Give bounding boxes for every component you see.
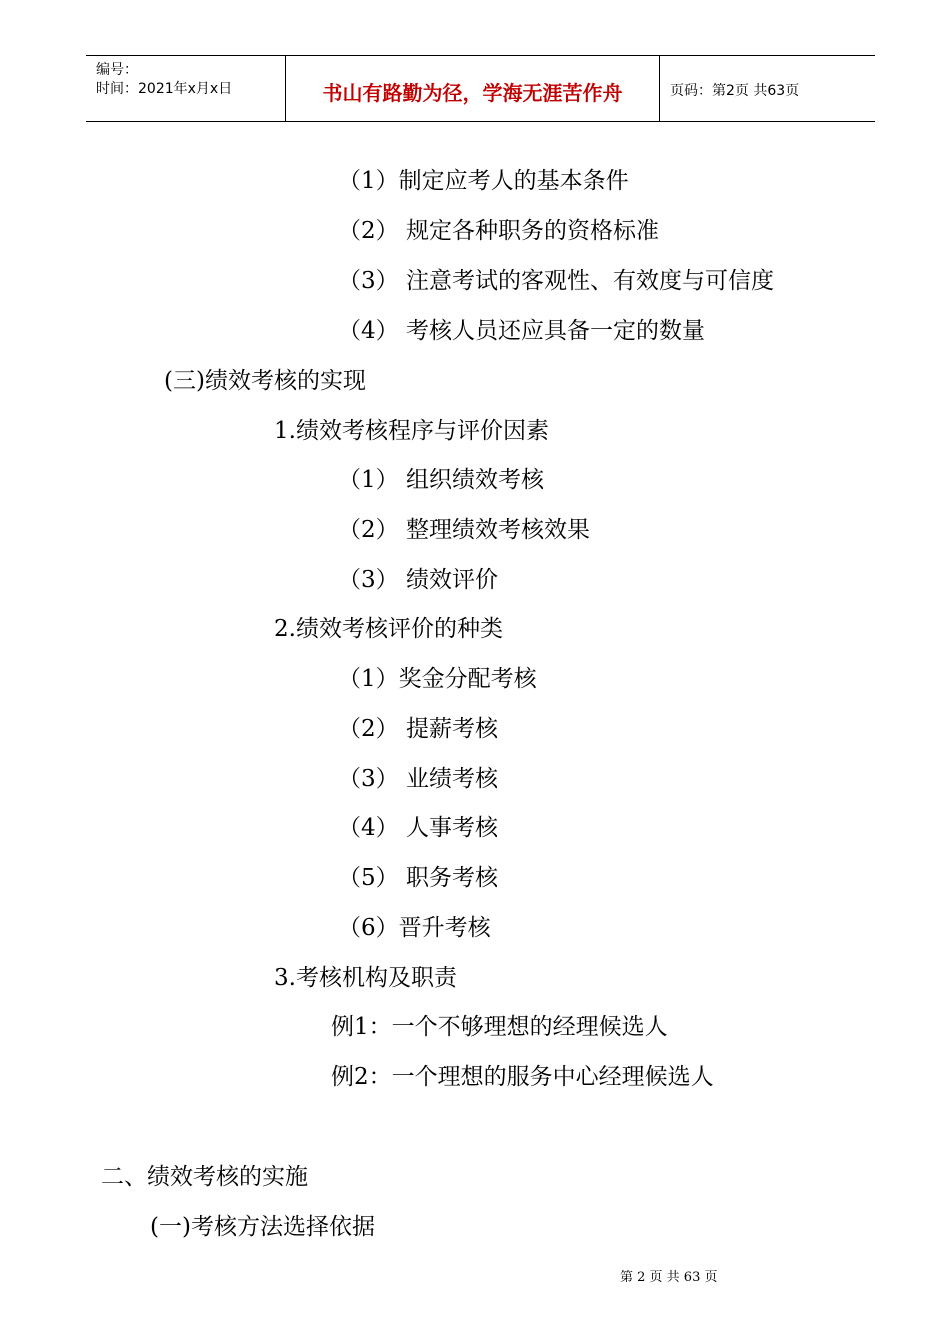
header-meta-cell <box>86 56 286 121</box>
body-line: （3） 业绩考核 <box>338 766 498 792</box>
document-header <box>86 55 875 122</box>
section-heading: (一)考核方法选择依据 <box>150 1214 375 1240</box>
subsection-heading: 2.绩效考核评价的种类 <box>274 616 503 642</box>
subsection-heading: 1.绩效考核程序与评价因素 <box>274 418 549 444</box>
body-line: （2） 整理绩效考核效果 <box>338 517 590 543</box>
body-line: （3） 绩效评价 <box>338 567 498 593</box>
header-motto-cell <box>286 56 660 121</box>
subsection-heading: 3.考核机构及职责 <box>274 965 457 991</box>
page-footer: 第 2 页 共 63 页 <box>620 1270 718 1285</box>
body-line: （4） 考核人员还应具备一定的数量 <box>338 318 705 344</box>
example-line: 例2：一个理想的服务中心经理候选人 <box>331 1064 714 1090</box>
body-line: （4） 人事考核 <box>338 815 498 841</box>
body-line: （3） 注意考试的客观性、有效度与可信度 <box>338 268 774 294</box>
motto: 书山有路勤为径，学海无涯苦作舟 <box>322 81 623 105</box>
section-heading: (三)绩效考核的实现 <box>164 368 366 394</box>
body-line: （1）奖金分配考核 <box>338 666 537 692</box>
chapter-heading: 二、绩效考核的实施 <box>101 1164 308 1190</box>
body-line: （5） 职务考核 <box>338 865 498 891</box>
example-line: 例1：一个不够理想的经理候选人 <box>331 1014 668 1040</box>
body-line: （2） 规定各种职务的资格标准 <box>338 218 659 244</box>
body-line: （2） 提薪考核 <box>338 716 498 742</box>
body-line: （6）晋升考核 <box>338 915 491 941</box>
body-line: （1） 组织绩效考核 <box>338 467 544 493</box>
header-page-info: 页码：第2页 共63页 <box>670 83 800 99</box>
number-label: 编号： <box>96 62 138 78</box>
time-label: 时间：2021年x月x日 <box>96 81 233 97</box>
body-line: （1）制定应考人的基本条件 <box>338 168 629 194</box>
header-page-cell <box>660 56 875 121</box>
